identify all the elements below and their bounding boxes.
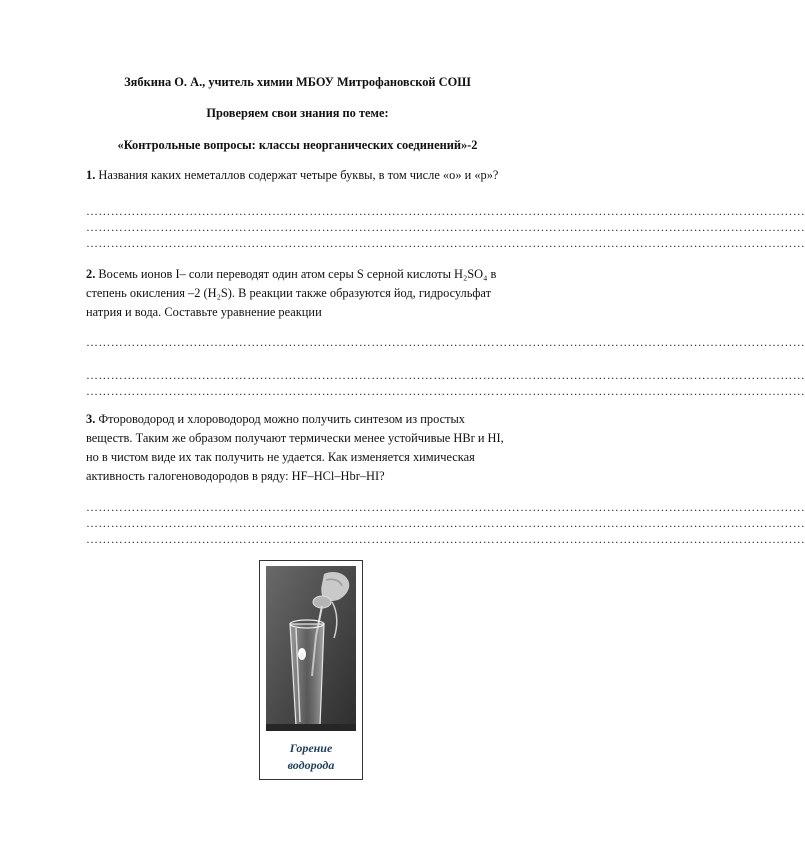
question-text: веществ. Таким же образом получают термически менее устойчивые HBr и HI, — [86, 431, 504, 445]
figure-caption — [260, 740, 362, 774]
question-text: степень окисления –2 (H₂S). В реакции также образуются йод, гидросульфат — [86, 286, 492, 300]
question-text: Восемь ионов I– соли переводят один атом серы S серной кислоты H₂SO₄ в — [95, 267, 497, 281]
answer-line[interactable]: ………………………………………………………………………………………………………………………………………………………… — [86, 532, 805, 546]
caption-line: водорода — [287, 758, 335, 772]
figure-box — [259, 560, 363, 780]
answer-line[interactable]: ………………………………………………………………………………………………………………………………………………………… — [86, 368, 805, 382]
question-text: активность галогеноводородов в ряду: HF–HCl–Hbr–HI? — [86, 469, 385, 483]
question-number: 3. — [86, 412, 96, 426]
caption-line: Горение — [289, 741, 333, 755]
question-text: но в чистом виде их так получить не удается. Как изменяется химическая — [86, 450, 475, 464]
page-subtitle: Проверяем свои знания по теме: — [206, 106, 389, 120]
answer-line[interactable]: ………………………………………………………………………………………………………………………………………………………… — [86, 335, 805, 349]
author-line: Зябкина О. А., учитель химии МБОУ Митрофановской СОШ — [124, 75, 471, 89]
answer-line[interactable]: ………………………………………………………………………………………………………………………………………………………… — [86, 500, 805, 514]
answer-line[interactable]: ………………………………………………………………………………………………………………………………………………………… — [86, 384, 805, 398]
question-1 — [86, 166, 556, 185]
page-title: «Контрольные вопросы: классы неорганических соединений»-2 — [117, 138, 478, 152]
question-number: 1. — [86, 168, 96, 182]
answer-line[interactable]: ………………………………………………………………………………………………………………………………………………………… — [86, 236, 805, 250]
hydrogen-burning-photo — [266, 566, 356, 731]
question-text: Фтороводород и хлороводород можно получить синтезом из простых — [95, 412, 466, 426]
answer-line[interactable]: ………………………………………………………………………………………………………………………………………………………… — [86, 516, 805, 530]
answer-line[interactable]: ………………………………………………………………………………………………………………………………………………………… — [86, 220, 805, 234]
question-2 — [86, 265, 556, 322]
question-text: Названия каких неметаллов содержат четыре буквы, в том числе «о» и «р»? — [95, 168, 499, 182]
question-text: натрия и вода. Составьте уравнение реакции — [86, 305, 322, 319]
question-3 — [86, 410, 556, 486]
answer-line[interactable]: ………………………………………………………………………………………………………………………………………………………… — [86, 204, 805, 218]
question-number: 2. — [86, 267, 96, 281]
